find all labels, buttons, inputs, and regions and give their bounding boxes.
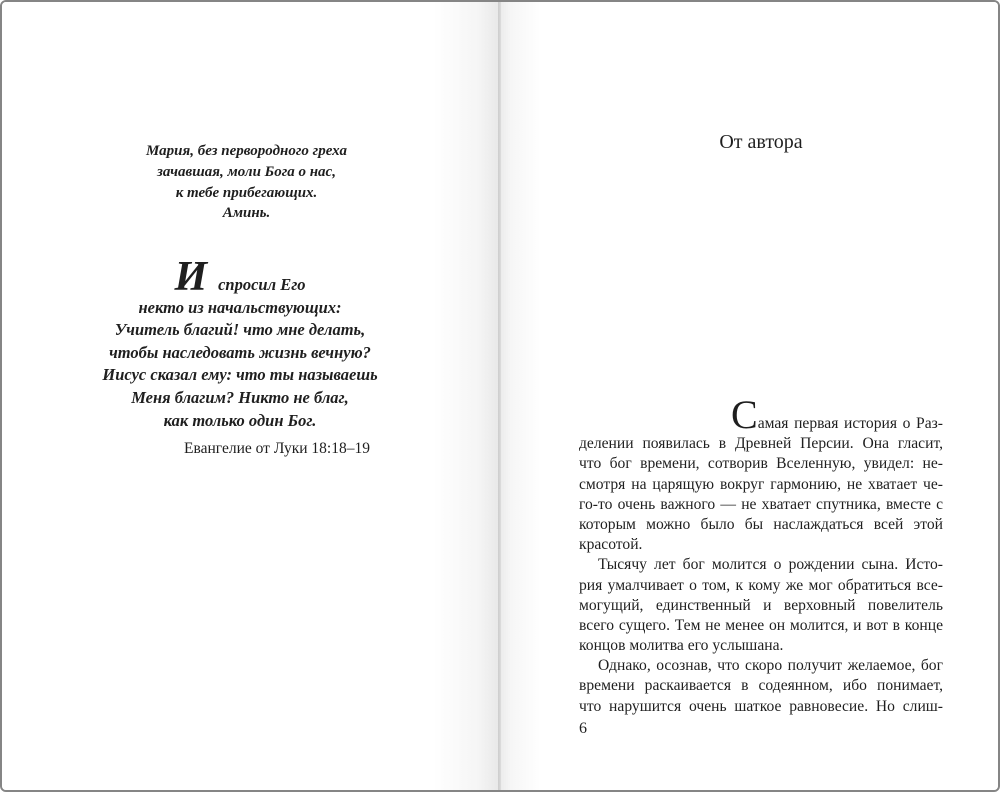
left-page xyxy=(2,2,498,790)
epigraph-line: Мария, без первородного греха xyxy=(146,143,347,159)
quote-line: Меня благим? Никто не благ, xyxy=(131,387,349,407)
body-line: могущий, единственный и верховный повелитель xyxy=(579,596,943,614)
body-line: красотой. xyxy=(579,536,643,554)
quote-line: некто из начальствующих: xyxy=(138,297,342,317)
quote-line: Учитель благий! что мне делать, xyxy=(114,320,366,340)
body-line: всего сущего. Тем не менее он молится, и вот в конце xyxy=(579,616,943,634)
quote-raised-initial: И xyxy=(174,254,208,300)
raised-cap: С xyxy=(731,392,758,437)
body-line xyxy=(579,392,943,437)
quote-line: чтобы наследовать жизнь вечную? xyxy=(109,342,371,362)
body-line: делении появилась в Древней Персии. Она гласит, xyxy=(579,435,943,453)
epigraph xyxy=(2,141,498,224)
right-page xyxy=(501,2,998,790)
quote-line: Иисус сказал ему: что ты называешь xyxy=(102,365,378,385)
body-line: что бог времени, сотворив Вселенную, увидел: не- xyxy=(579,455,943,473)
body-line: го-то очень важного — не хватает спутника, вместе с xyxy=(579,495,943,513)
epigraph-line: к тебе прибегающих. xyxy=(175,184,318,201)
body-text xyxy=(579,392,943,717)
body-line: которым можно было бы наслаждаться всей этой xyxy=(579,515,943,533)
quote-line: как только один Бог. xyxy=(163,410,317,430)
body-line: Однако, осознав, что скоро получит желаемое, бог xyxy=(598,657,943,675)
scripture-quote xyxy=(2,254,498,432)
scripture-reference: Евангелие от Луки 18:18–19 xyxy=(184,440,370,457)
epigraph-line: зачавшая, моли Бога о нас, xyxy=(157,163,336,180)
page-number: 6 xyxy=(579,720,587,737)
epigraph-line: Аминь. xyxy=(222,205,271,222)
body-line: Тысячу лет бог молится о рождении сына. Исто- xyxy=(598,556,943,574)
quote-line-text: спросил Его xyxy=(218,275,306,294)
body-line: рия умалчивает о том, к кому же мог обратиться все- xyxy=(579,576,943,594)
body-line: что нарушится очень шаткое равновесие. Но слиш- xyxy=(579,697,943,715)
chapter-heading: От автора xyxy=(719,131,803,153)
body-line-text: амая первая история о Раз- xyxy=(757,415,943,432)
quote-line xyxy=(2,254,478,300)
body-line: концов молитва его услышана. xyxy=(579,637,784,655)
body-line: смотря на царящую вокруг гармонию, не хватает че- xyxy=(579,475,943,493)
body-line: времени раскаивается в содеянном, ибо понимает, xyxy=(579,677,943,695)
